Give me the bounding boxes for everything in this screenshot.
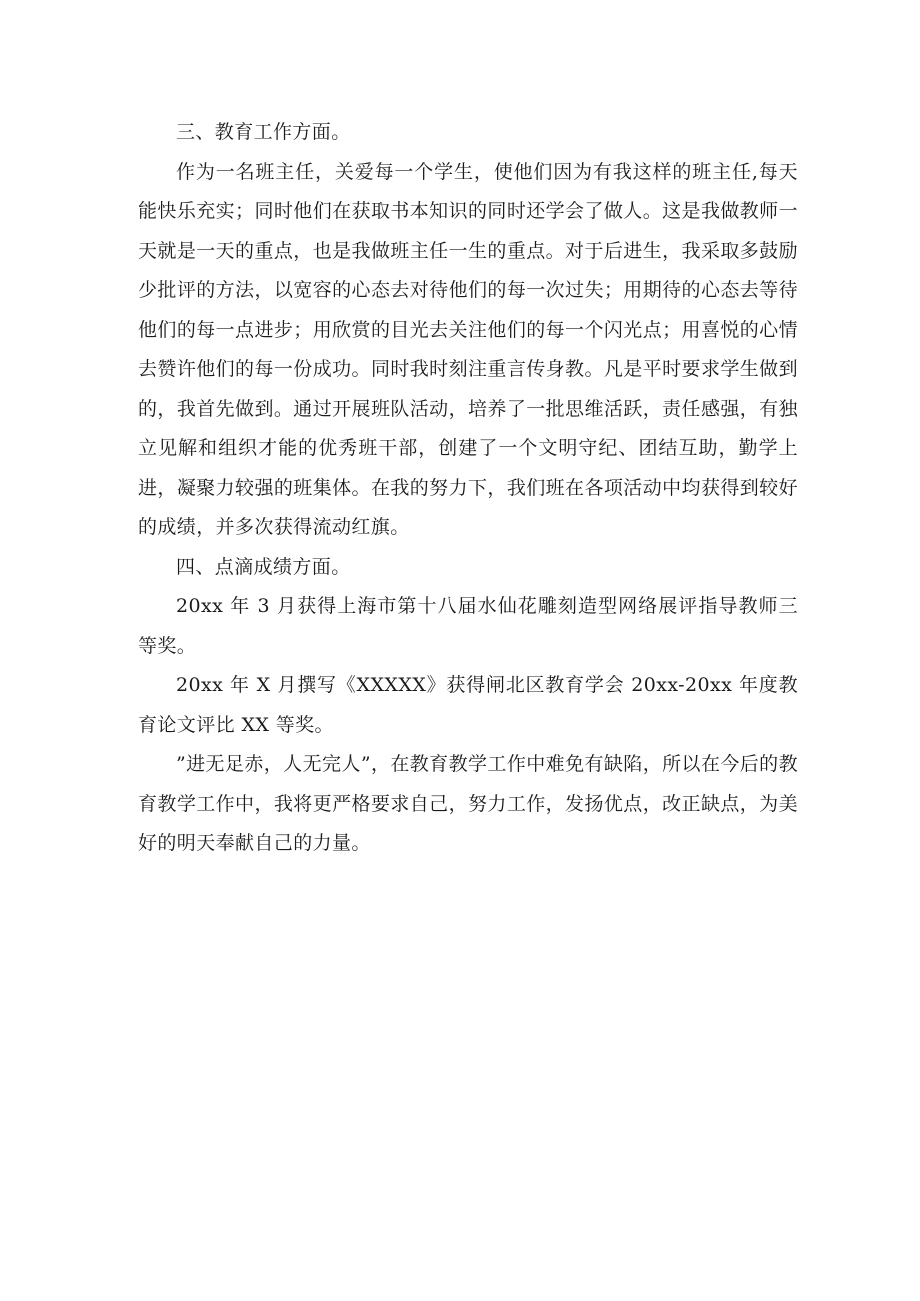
- paragraph-award-narcissus: 20xx 年 3 月获得上海市第十八届水仙花雕刻造型网络展评指导教师三等奖。: [138, 595, 798, 657]
- paragraph-conclusion: ”进无足赤，人无完人”，在教育教学工作中难免有缺陷，所以在今后的教育教学工作中，我将更严格要求自己，努力工作，发扬优点，改正缺点，为美好的明天奉献自己的力量。: [138, 753, 798, 854]
- section-heading-education-work: 三、教育工作方面。: [176, 121, 351, 143]
- section-heading-achievements: 四、点滴成绩方面。: [176, 555, 351, 578]
- document-body: [138, 113, 798, 864]
- paragraph-class-teacher-work: 作为一名班主任，关爱每一个学生，使他们因为有我这样的班主任,每天能快乐充实；同时他们在获取书本知识的同时还学会了做人。这是我做教师一天就是一天的重点，也是我做班主任一生的重点。对于后进生，我采取多鼓励少批评的方法，以宽容的心态去对待他们的每一次过失；用期待的心态去等待他们的每一点进步；用欣赏的目光去关注他们的每一个闪光点；用喜悦的心情去赞许他们的每一份成功。同时我时刻注重言传身教。凡是平时要求学生做到的，我首先做到。通过开展班队活动，培养了一批思维活跃，责任感强，有独立见解和组织才能的优秀班干部，创建了一个文明守纪、团结互助，勤学上进，凝聚力较强的班集体。在我的努力下，我们班在各项活动中均获得到较好的成绩，并多次获得流动红旗。: [138, 160, 798, 538]
- paragraph-award-paper: 20xx 年 X 月撰写《XXXXX》获得闸北区教育学会 20xx-20xx 年度教育论文评比 XX 等奖。: [138, 674, 798, 736]
